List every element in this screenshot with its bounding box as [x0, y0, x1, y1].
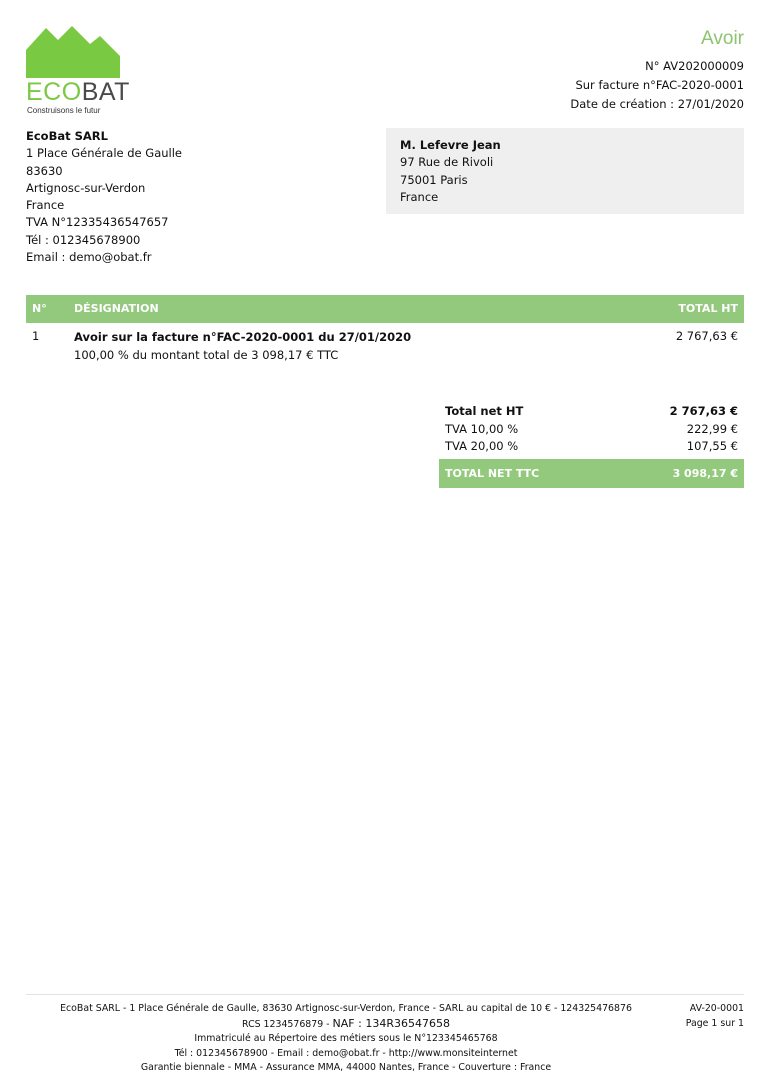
header-total-ht: TOTAL HT — [678, 302, 738, 315]
tva10-label: TVA 10,00 % — [445, 421, 519, 436]
invoice-reference: Sur facture n°FAC-2020-0001 — [575, 78, 744, 92]
company-name: EcoBat SARL — [26, 129, 108, 143]
tva20-label: TVA 20,00 % — [445, 439, 519, 453]
client-city: 75001 Paris — [400, 172, 468, 187]
company-email: Email : demo@obat.fr — [26, 250, 152, 265]
row-num: 1 — [32, 329, 40, 343]
total-net-ttc-label: TOTAL NET TTC — [445, 467, 540, 480]
logo-bat: BAT — [81, 78, 130, 106]
logo-eco: ECO — [26, 78, 82, 106]
company-address: 1 Place Générale de Gaulle — [26, 146, 182, 161]
tva10-row — [439, 421, 744, 439]
row-detail: 100,00 % du montant total de 3 098,17 € TTC — [74, 347, 339, 362]
footer-doc-code: AV-20-0001 — [689, 1003, 744, 1014]
company-address-block — [26, 128, 182, 266]
footer-contact: Tél : 012345678900 - Email : demo@obat.fr - http://www.monsiteinternet — [174, 1047, 518, 1059]
footer-naf: NAF : 134R36547658 — [332, 1016, 450, 1030]
document-header — [570, 28, 744, 114]
footer-page-number: Page 1 sur 1 — [685, 1017, 744, 1029]
total-net-ht-row — [439, 403, 744, 421]
totals-block — [439, 403, 744, 480]
company-postal-code: 83630 — [26, 163, 63, 178]
footer-trade-register: Immatriculé au Répertoire des métiers sous le N°123345465768 — [194, 1033, 498, 1045]
row-title: Avoir sur la facture n°FAC-2020-0001 du 27/01/2020 — [74, 330, 412, 344]
total-net-ht-label: Total net HT — [445, 404, 524, 418]
total-net-ht-value: 2 767,63 € — [669, 404, 738, 418]
tva10-value: 222,99 € — [686, 421, 738, 436]
total-net-ttc-value: 3 098,17 € — [672, 467, 738, 480]
footer-insurance: Garantie biennale - MMA - Assurance MMA, 44000 Nantes, France - Couverture : France — [140, 1062, 552, 1074]
legal-footer — [26, 1002, 666, 1076]
footer-divider — [26, 994, 744, 995]
footer-page-info — [686, 1002, 744, 1031]
total-net-ttc-row — [439, 459, 744, 488]
client-address: 97 Rue de Rivoli — [400, 155, 494, 170]
company-city: Artignosc-sur-Verdon — [26, 180, 146, 195]
row-total: 2 767,63 € — [675, 329, 738, 343]
client-name: M. Lefevre Jean — [400, 138, 501, 152]
client-address-block — [386, 128, 744, 214]
footer-registration-line — [26, 1017, 666, 1033]
tva20-value: 107,55 € — [686, 439, 738, 453]
company-logo — [26, 26, 130, 118]
client-country: France — [400, 189, 439, 204]
footer-company-line: EcoBat SARL - 1 Place Générale de Gaulle, 83630 Artignosc-sur-Verdon, France - SARL au capital de 10 € - 124325476876 — [60, 1003, 632, 1014]
items-table-header — [26, 295, 744, 323]
tva20-row — [439, 438, 744, 456]
logo-wordmark — [26, 78, 130, 106]
footer-rcs: RCS 1234576879 - — [242, 1018, 333, 1030]
company-country: France — [26, 198, 65, 213]
header-designation: DÉSIGNATION — [74, 302, 159, 315]
logo-tagline: Construisons le futur — [27, 106, 101, 115]
company-vat: TVA N°12335436547657 — [26, 215, 169, 230]
creation-date: Date de création : 27/01/2020 — [570, 97, 744, 111]
row-designation — [74, 329, 411, 364]
company-phone: Tél : 012345678900 — [26, 232, 141, 247]
mountain-roof-icon — [26, 26, 120, 78]
document-number: N° AV202000009 — [645, 59, 744, 73]
document-title: Avoir — [701, 28, 744, 49]
header-num: N° — [32, 302, 47, 315]
